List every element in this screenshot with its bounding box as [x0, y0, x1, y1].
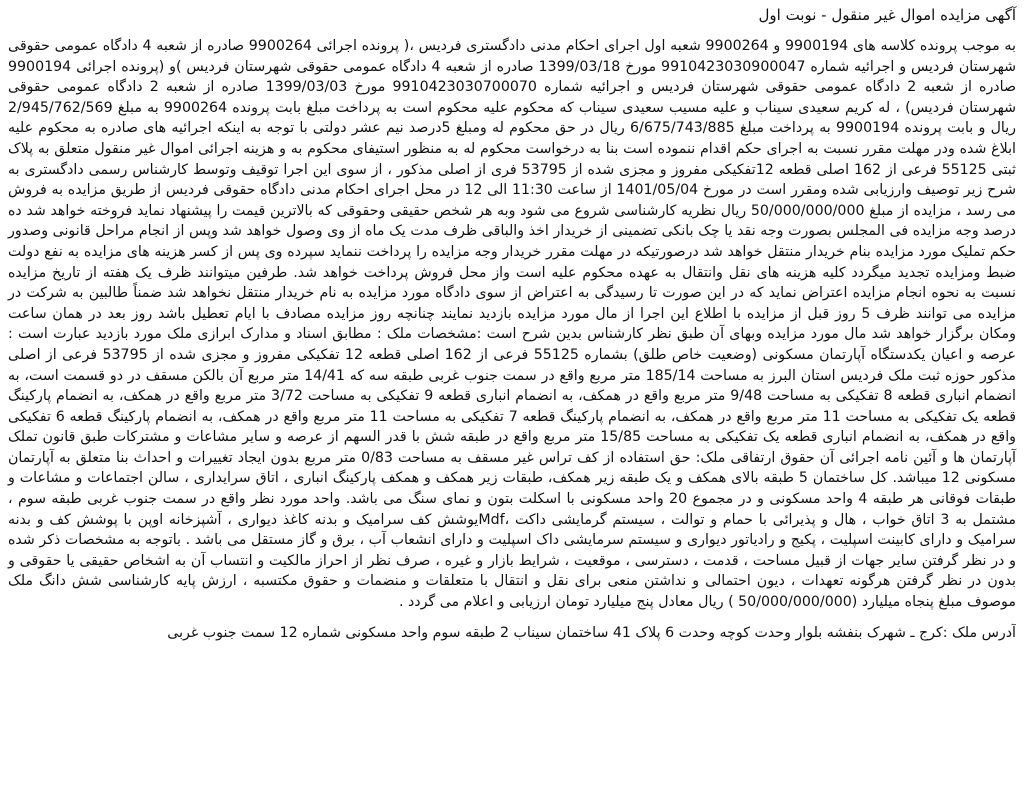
property-address: آدرس ملک :کرج ـ شهرک بنفشه بلوار وحدت کوچه وحدت 6 پلاک 41 ساختمان سیناب 2 طبقه سوم واحد مسکونی شماره 12 سمت جنوب غربی — [167, 624, 1016, 641]
notice-body-paragraph: به موجب پرونده کلاسه های 9900194 و 9900264 شعبه اول اجرای احکام مدنی دادگستری فردیس ،( پرونده اجرائی 9900264 صادره از شعبه 4 دادگاه عمومی حقوقی شهرستان فردیس و اجرائیه شماره 9910423030900047 مورخ 1399/03/18 صادره از شعبه 4 دادگاه عمومی حقوقی شهرستان فردیس )و (پرونده اجرائی 9900194 صادره از شعبه 2 دادگاه عمومی حقوقی شهرستان فردیس و اجرائیه شماره 9910423030700070 مورخ 1399/03/03 صادره از شعبه 2 دادگاه عمومی حقوقی شهرستان فردیس) ، له کریم سعیدی سیناب و علیه مسیب سعیدی سیناب که محکوم علیه محکوم است به پرداخت مبلغ بابت پرونده 9900264 به مبلغ 2/945/762/569 ریال و بابت پرونده 9900194 به پرداخت مبلغ 6/675/743/885 ریال در حق محکوم له ومبلغ 5درصد نیم عشر دولتی با توجه به اینکه اجرائیه های صادره به محکوم علیه ابلاغ شده ودر مهلت مقرر نسبت به اجرای حکم اقدام ننموده است بنا به درخواست محکوم له به منظور استیفای محکوم به و هزینه اجرائی اموال غیر منقول متعلق به پلاک ثبتی 55125 فرعی از 162 اصلی قطعه 12تفکیکی مفروز و مجزی شده از 53795 فری از اصلی مذکور ، از سوی این اجرا توقیف وتوسط کارشناس رسمی دادگستری به شرح زیر توصیف وارزیابی شده ومقرر است در مورخ 1401/05/04 از ساعت 11:30 الی 12 در محل اجرای احکام مدنی دادگاه حقوقی فردیس از طریق مزایده به فروش می رسد ، مزایده از مبلغ 50/000/000/000 ریال نظریه کارشناسی شروع می شود وبه هر شخص حقیقی وحقوقی که بالاترین قیمت را پیشنهاد نماید فروخته خواهد شد ده درصد وجه مزایده فی المجلس بصورت وجه نقد یا چک بانکی تضمینی از خریدار اخذ والباقی ظرف مدت یک ماه از وی وصول خواهد شد وپس از انجام مراحل قانونی وصدور حکم تملیک مورد مزایده بنام خریدار منتقل خواهد شد درصورتیکه در مهلت مقرر خریدار وجه مزایده را پرداخت ننماید سپرده وی پس از کسر هزینه های مزایده به نفع دولت ضبط ومزایده تجدید میگردد کلیه هزینه های نقل وانتقال به عهده محکوم علیه است واز محل فروش پرداخت خواهد شد. طرفین میتوانند ظرف یک هفته از تاریخ مزایده نسبت به نحوه انجام مزایده اعتراض نماید که در این صورت تا رسیدگی به اعتراض از سوی دادگاه مورد مزایده به نام خریدار منتقل نخواهد شد ضمناً طالبین به شرکت در مزایده می توانند ظرف 5 روز قبل از مزایده با اطلاع این اجرا از مال مورد مزایده بازدید نمایند چنانچه روز مزایده مصادف با ایام تعطیل باشد روز بعد در همان ساعت ومکان برگزار خواهد شد مال مورد مزایده وبهای آن طبق نظر کارشناس بدین شرح است :مشخصات ملک : مطابق اسناد و مدارک ابرازی ملک مورد بازدید عبارت است : عرصه و اعیان یکدستگاه آپارتمان مسکونی (وضعیت خاص طلق) بشماره 55125 فرعی از 162 اصلی قطعه 12 تفکیکی مفروز و مجزی شده از 53795 فرعی از اصلی مذکور حوزه ثبت ملک فردیس استان البرز به مساحت 185/14 متر مربع واقع در سمت جنوب غربی طبقه سه که 14/41 متر مربع آن بالکن مسقف در دو قسمت است، به انضمام انباری قطعه 8 تفکیکی به مساحت 9/48 متر مربع واقع در همکف، به انضمام انباری قطعه 9 تفکیکی به مساحت 3/72 متر مربع واقع در همکف، به انضمام پارکینگ قطعه یک تفکیکی به مساحت 11 متر مربع واقع در همکف، به انضمام پارکینگ قطعه 7 تفکیکی به مساحت 11 متر مربع واقع در همکف، به انضمام پارکینگ قطعه 6 تفکیکی واقع در همکف، به انضمام انباری قطعه یک تفکیکی به مساحت 15/85 متر مربع واقع در طبقه شش با قدر السهم از عرصه و سایر مشاعات و مشترکات طبق قانون تملک آپارتمان ها و آئین نامه اجرائی آن حقوق ارتفاقی ملک: حق استفاده از کف تراس غیر مسقف به مساحت 0/83 متر مربع بدون ایجاد تغییرات و احداث بنا متعلق به آپارتمان مسکونی 12 میباشد. کل ساختمان 5 طبقه بالای همکف و یک طبقه زیر همکف، طبقات زیر همکف و همکف پارکینگ انباری ، اتاق سرایداری ، سالن اجتماعات و مشاعات و طبقات فوقانی هر طبقه 4 واحد مسکونی و در مجموع 20 واحد مسکونی با اسکلت بتون و نمای سنگ می باشد. واحد مورد نظر واقع در سمت جنوب غربی طبقه سوم ، مشتمل به 3 اتاق خواب ، هال و پذیرائی با حمام و توالت ، سیستم گرمایشی داکت ،Mdfیوشش کف سرامیک و بدنه کاغذ دیواری ، آشپزخانه اوپن با پوشش کف و بدنه سرامیک و دارای کابینت اسپلیت ، پکیج و رادیاتور دیواری و سیستم سرمایشی داک اسپلیت و دارای انشعاب آب ، برق و گاز مستقل می باشد . باتوجه به مشخصات ذکر شده و در نظر گرفتن سایر جهات از قبیل مساحت ، قدمت ، دسترسی ، موقعیت ، شرایط بازار و غیره ، صرف نظر از احراز مالکیت و انتساب آن به اشخاص حقیقی یا حقوقی و بدون در نظر گرفتن هرگونه تعهدات ، دیون احتمالی و نداشتن منعی برای نقل و انتقال با متعلقات و منضمات و حقوق مکتسبه ، ارزش پایه کارشناسی شش دانگ ملک موصوف مبلغ پنجاه میلیارد (50/000/000/000 ) ریال معادل پنج میلیارد تومان ارزیابی و اعلام می گردد . — [8, 38, 1017, 611]
notice-title: آگهی مزایده اموال غیر منقول - نوبت اول — [758, 6, 1016, 24]
